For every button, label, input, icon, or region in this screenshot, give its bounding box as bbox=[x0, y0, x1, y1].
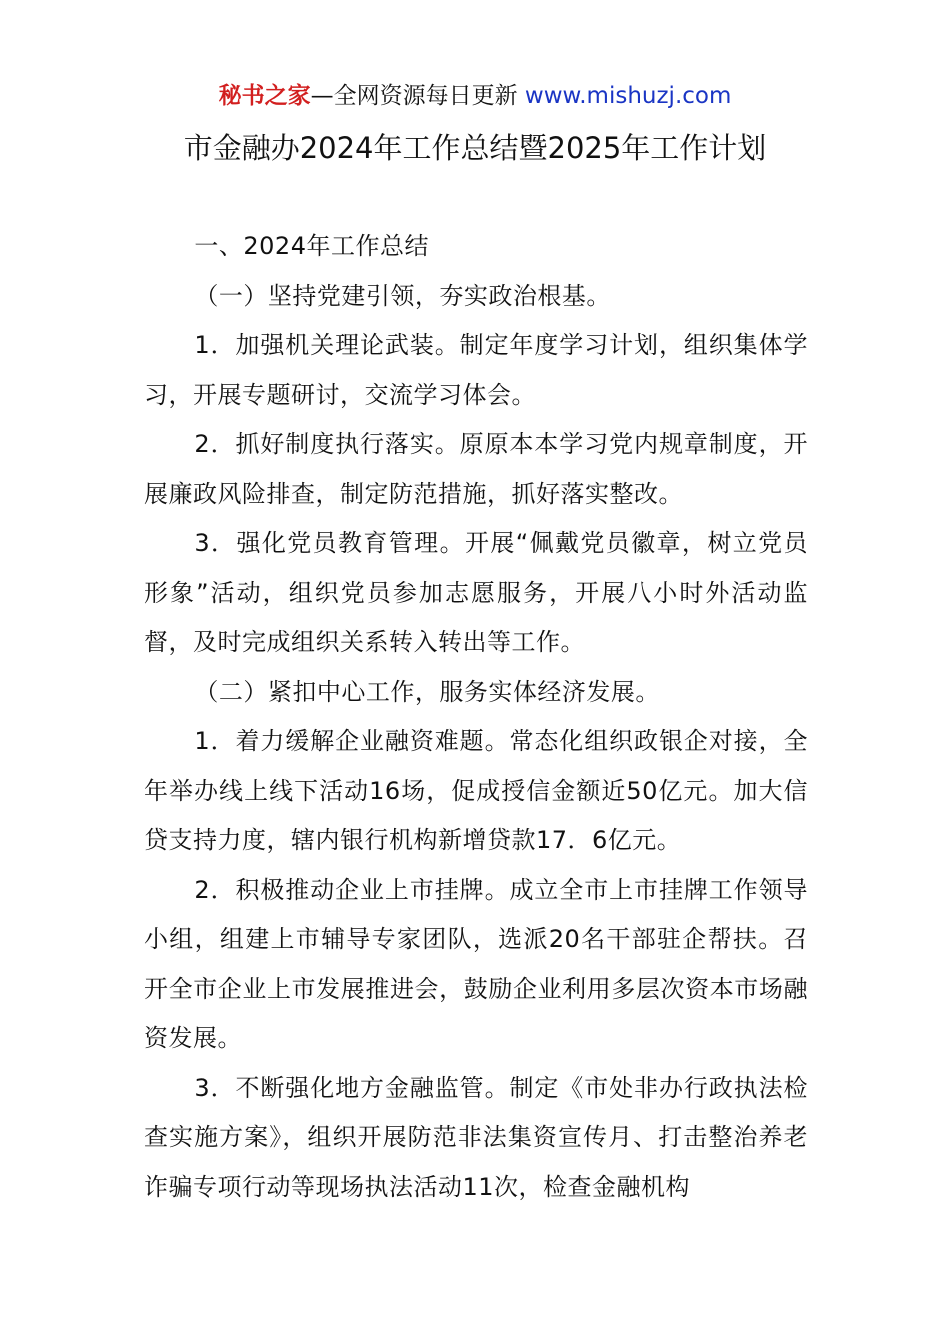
body-paragraph: 3．强化党员教育管理。开展“佩戴党员徽章，树立党员形象”活动，组织党员参加志愿服务，开展八小时外活动监督，及时完成组织关系转入转出等工作。 bbox=[144, 529, 808, 656]
subsection-heading: （一）坚持党建引领，夯实政治根基。 bbox=[194, 281, 611, 310]
body-paragraph: 2．积极推动企业上市挂牌。成立全市上市挂牌工作领导小组，组建上市辅导专家团队，选派20名干部驻企帮扶。召开全市企业上市发展推进会，鼓励企业利用多层次资本市场融资发展。 bbox=[144, 875, 808, 1052]
header-tagline: —全网资源每日更新 bbox=[310, 83, 525, 109]
brand-name: 秘书之家 bbox=[218, 83, 311, 109]
body-paragraph: 1．加强机关理论武装。制定年度学习计划，组织集体学习，开展专题研讨，交流学习体会。 bbox=[144, 331, 808, 409]
site-url-link[interactable]: www.mishuzj.com bbox=[524, 83, 732, 109]
body-paragraph: 1．着力缓解企业融资难题。常态化组织政银企对接，全年举办线上线下活动16场，促成授信金额近50亿元。加大信贷支持力度，辖内银行机构新增贷款17．6亿元。 bbox=[144, 727, 808, 854]
site-header bbox=[0, 80, 950, 112]
body-paragraph: 2．抓好制度执行落实。原原本本学习党内规章制度，开展廉政风险排查，制定防范措施，抓好落实整改。 bbox=[144, 430, 808, 508]
body-paragraph: 3．不断强化地方金融监管。制定《市处非办行政执法检查实施方案》，组织开展防范非法集资宣传月、打击整治养老诈骗专项行动等现场执法活动11次，检查金融机构 bbox=[144, 1073, 808, 1201]
section-heading: 一、2024年工作总结 bbox=[194, 232, 429, 260]
subsection-heading: （二）紧扣中心工作，服务实体经济发展。 bbox=[194, 677, 660, 706]
document-body bbox=[144, 222, 808, 1212]
document-title: 市金融办2024年工作总结暨2025年工作计划 bbox=[183, 131, 767, 165]
